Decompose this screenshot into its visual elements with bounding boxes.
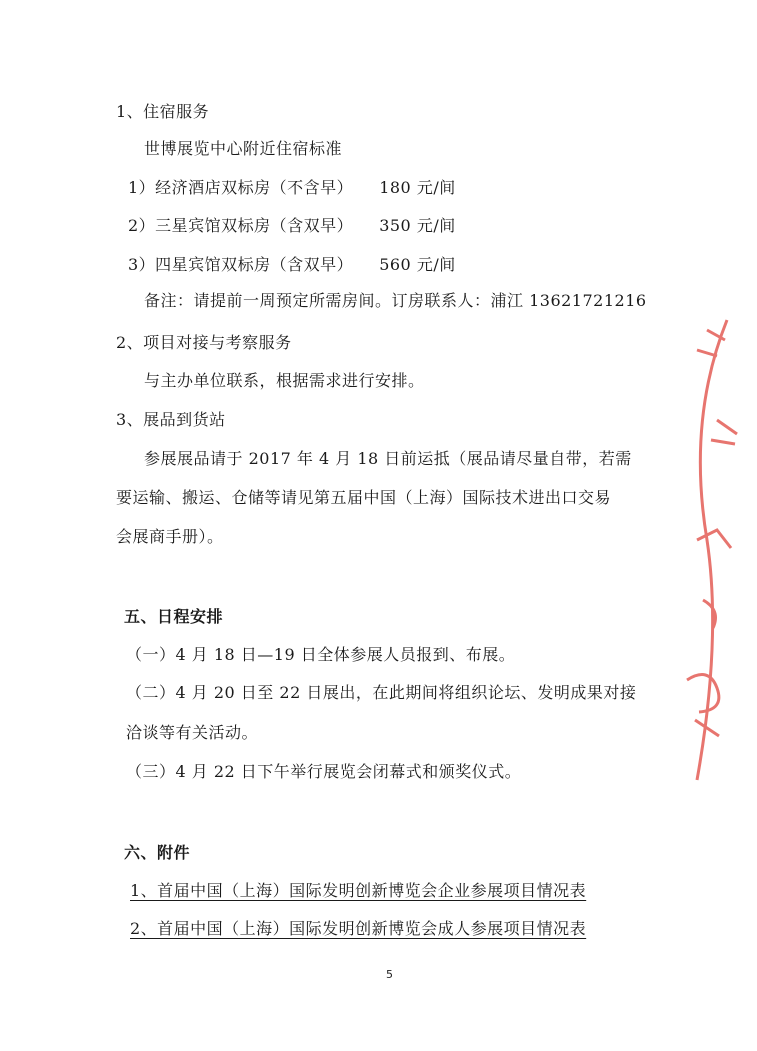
room-name: 1）经济酒店双标房（不含早） — [128, 178, 354, 197]
exhibits-heading: 3、展品到货站 — [116, 410, 226, 429]
red-seal-stamp-icon — [667, 300, 757, 800]
room-name: 3）四星宾馆双标房（含双早） — [128, 255, 354, 274]
lodging-note: 备注：请提前一周预定所需房间。订房联系人：浦江 13621721216 — [144, 291, 647, 310]
room-price: 180 元/间 — [379, 178, 456, 197]
room-row-1 — [128, 177, 456, 199]
schedule-heading: 五、日程安排 — [124, 607, 224, 626]
attachments-heading: 六、附件 — [124, 843, 191, 862]
project-text: 与主办单位联系，根据需求进行安排。 — [144, 371, 425, 390]
exhibits-line-1: 参展展品请于 2017 年 4 月 18 日前运抵（展品请尽量自带，若需 — [144, 449, 632, 468]
lodging-heading: 1、住宿服务 — [116, 102, 210, 121]
room-row-3 — [128, 254, 456, 276]
exhibits-line-3: 会展商手册）。 — [116, 527, 224, 546]
attachment-link-1[interactable]: 1、首届中国（上海）国际发明创新博览会企业参展项目情况表 — [130, 881, 587, 900]
exhibits-line-2: 要运输、搬运、仓储等请见第五届中国（上海）国际技术进出口交易 — [116, 488, 612, 507]
attachment-link-2[interactable]: 2、首届中国（上海）国际发明创新博览会成人参展项目情况表 — [130, 919, 587, 938]
page-number: 5 — [386, 968, 393, 981]
room-name: 2）三星宾馆双标房（含双早） — [128, 216, 354, 235]
schedule-item-1: （一）4 月 18 日—19 日全体参展人员报到、布展。 — [126, 645, 516, 664]
schedule-item-2-cont: 洽谈等有关活动。 — [126, 723, 259, 742]
schedule-item-2: （二）4 月 20 日至 22 日展出，在此期间将组织论坛、发明成果对接 — [126, 683, 637, 702]
room-row-2 — [128, 215, 456, 237]
project-heading: 2、项目对接与考察服务 — [116, 333, 292, 352]
schedule-item-3: （三）4 月 22 日下午举行展览会闭幕式和颁奖仪式。 — [126, 762, 522, 781]
room-price: 560 元/间 — [379, 255, 456, 274]
lodging-subheading: 世博展览中心附近住宿标准 — [144, 139, 343, 158]
room-price: 350 元/间 — [379, 216, 456, 235]
